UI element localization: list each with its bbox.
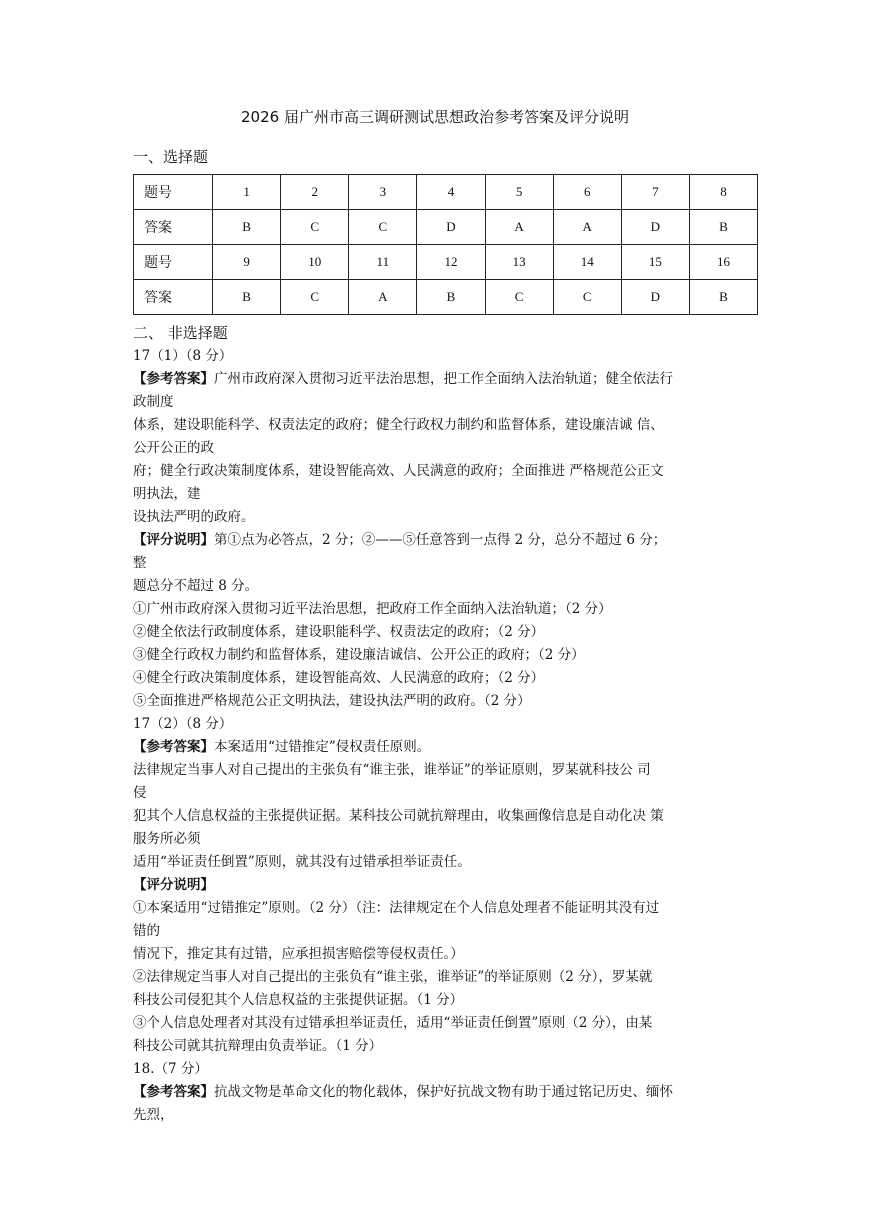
table-cell: 5 (485, 175, 553, 210)
text-line (133, 1104, 753, 1127)
row-label: 题号 (134, 175, 213, 210)
bracket-heading: 【参考答案】 (133, 1084, 214, 1100)
text-line (133, 391, 753, 414)
text-line (133, 598, 753, 621)
table-cell: 8 (689, 175, 757, 210)
text-line (133, 552, 753, 575)
line-text: 科技公司就其抗辩理由负责举证。（1 分） (133, 1038, 383, 1054)
table-cell: 9 (213, 245, 281, 280)
table-cell: 14 (553, 245, 621, 280)
text-line (133, 368, 753, 391)
line-text: ⑤全面推进严格规范公正文明执法，建设执法严明的政府。（2 分） (133, 693, 531, 709)
line-text: 科技公司侵犯其个人信息权益的主张提供证据。（1 分） (133, 992, 464, 1008)
line-text: 侵 (133, 785, 147, 801)
text-line (133, 483, 753, 506)
text-line (133, 644, 753, 667)
table-cell: B (689, 280, 757, 315)
text-line (133, 1058, 753, 1081)
text-line (133, 828, 753, 851)
line-text: ①广州市政府深入贯彻习近平法治思想，把政府工作全面纳入法治轨道；（2 分） (133, 601, 612, 617)
table-row (134, 210, 758, 245)
table-cell: A (349, 280, 417, 315)
line-text: 犯其个人信息权益的主张提供证据。某科技公司就抗辩理由，收集画像信息是自动化决 策 (133, 808, 664, 824)
text-line (133, 1035, 753, 1058)
line-text: ②健全依法行政制度体系，建设职能科学、权责法定的政府；（2 分） (133, 624, 545, 640)
table-cell: D (621, 280, 689, 315)
table-cell: 1 (213, 175, 281, 210)
table-cell: C (281, 210, 349, 245)
text-line (133, 575, 753, 598)
text-line (133, 345, 753, 368)
text-line (133, 529, 753, 552)
line-text: 本案适用“过错推定”侵权责任原则。 (214, 739, 431, 755)
text-line (133, 690, 753, 713)
table-cell: 12 (417, 245, 485, 280)
line-text: ②法律规定当事人对自己提出的主张负有“谁主张，谁举证”的举证原则（2 分），罗某就 (133, 969, 653, 985)
table-cell: B (417, 280, 485, 315)
text-line (133, 621, 753, 644)
bracket-heading: 【评分说明】 (133, 532, 214, 548)
answer-body (133, 345, 753, 1127)
table-cell: 10 (281, 245, 349, 280)
table-cell: 2 (281, 175, 349, 210)
line-text: 抗战文物是革命文化的物化载体，保护好抗战文物有助于通过铭记历史、缅怀 (214, 1084, 673, 1100)
row-label: 答案 (134, 210, 213, 245)
text-line (133, 805, 753, 828)
table-cell: 13 (485, 245, 553, 280)
table-cell: D (417, 210, 485, 245)
table-cell: B (689, 210, 757, 245)
line-text: ④健全行政决策制度体系，建设智能高效、人民满意的政府；（2 分） (133, 670, 545, 686)
text-line (133, 989, 753, 1012)
line-text: ③个人信息处理者对其没有过错承担举证责任，适用“举证责任倒置”原则（2 分），由某 (133, 1015, 653, 1031)
table-cell: C (485, 280, 553, 315)
text-line (133, 759, 753, 782)
line-text: 府；健全行政决策制度体系，建设智能高效、人民满意的政府；全面推进 严格规范公正文 (133, 463, 664, 479)
line-text: 错的 (133, 923, 160, 939)
line-text: 政制度 (133, 394, 174, 410)
bracket-heading: 【评分说明】 (133, 877, 214, 893)
text-line (133, 736, 753, 759)
table-row (134, 245, 758, 280)
table-cell: B (213, 210, 281, 245)
text-line (133, 1081, 753, 1104)
table-cell: A (485, 210, 553, 245)
table-cell: A (553, 210, 621, 245)
document-title: 2026 届广州市高三调研测试思想政治参考答案及评分说明 (241, 108, 629, 126)
bracket-heading: 【参考答案】 (133, 739, 214, 755)
table-cell: C (281, 280, 349, 315)
text-line (133, 782, 753, 805)
text-line (133, 667, 753, 690)
line-text: 公开公正的政 (133, 440, 214, 456)
table-cell: D (621, 210, 689, 245)
line-text: 整 (133, 555, 147, 571)
table-cell: C (349, 210, 417, 245)
section-heading-choice: 一、选择题 (133, 148, 209, 166)
bracket-heading: 【参考答案】 (133, 371, 214, 387)
text-line (133, 1012, 753, 1035)
text-line (133, 437, 753, 460)
text-line (133, 920, 753, 943)
text-line (133, 874, 753, 897)
line-text: 18.（7 分） (133, 1061, 208, 1077)
line-text: 先烈， (133, 1107, 174, 1123)
table-cell: 4 (417, 175, 485, 210)
text-line (133, 897, 753, 920)
row-label: 题号 (134, 245, 213, 280)
table-cell: 16 (689, 245, 757, 280)
line-text: 题总分不超过 8 分。 (133, 578, 259, 594)
text-line (133, 966, 753, 989)
text-line (133, 851, 753, 874)
line-text: 17（2）（8 分） (133, 716, 233, 732)
line-text: 情况下，推定其有过错，应承担损害赔偿等侵权责任。） (133, 946, 464, 962)
line-text: 体系，建设职能科学、权责法定的政府；健全行政权力制约和监督体系，建设廉洁诚 信、 (133, 417, 664, 433)
line-text: 明执法，建 (133, 486, 201, 502)
table-cell: 15 (621, 245, 689, 280)
line-text: ①本案适用“过错推定”原则。（2 分）（注：法律规定在个人信息处理者不能证明其没有过 (133, 900, 660, 916)
answer-table (133, 174, 758, 315)
table-cell: 7 (621, 175, 689, 210)
line-text: ③健全行政权力制约和监督体系，建设廉洁诚信、公开公正的政府；（2 分） (133, 647, 585, 663)
line-text: 第①点为必答点，2 分；②——⑤任意答到一点得 2 分，总分不超过 6 分； (214, 532, 667, 548)
row-label: 答案 (134, 280, 213, 315)
table-cell: 3 (349, 175, 417, 210)
line-text: 服务所必须 (133, 831, 201, 847)
table-cell: 11 (349, 245, 417, 280)
text-line (133, 943, 753, 966)
table-cell: C (553, 280, 621, 315)
table-row (134, 280, 758, 315)
text-line (133, 713, 753, 736)
line-text: 17（1）（8 分） (133, 348, 233, 364)
line-text: 设执法严明的政府。 (133, 509, 255, 525)
text-line (133, 506, 753, 529)
line-text: 广州市政府深入贯彻习近平法治思想，把工作全面纳入法治轨道；健全依法行 (214, 371, 673, 387)
line-text: 适用“举证责任倒置”原则，就其没有过错承担举证责任。 (133, 854, 471, 870)
section-heading-nonchoice: 二、 非选择题 (133, 324, 228, 342)
text-line (133, 414, 753, 437)
text-line (133, 460, 753, 483)
line-text: 法律规定当事人对自己提出的主张负有“谁主张，谁举证”的举证原则，罗某就科技公 司 (133, 762, 651, 778)
table-row (134, 175, 758, 210)
table-cell: B (213, 280, 281, 315)
table-cell: 6 (553, 175, 621, 210)
